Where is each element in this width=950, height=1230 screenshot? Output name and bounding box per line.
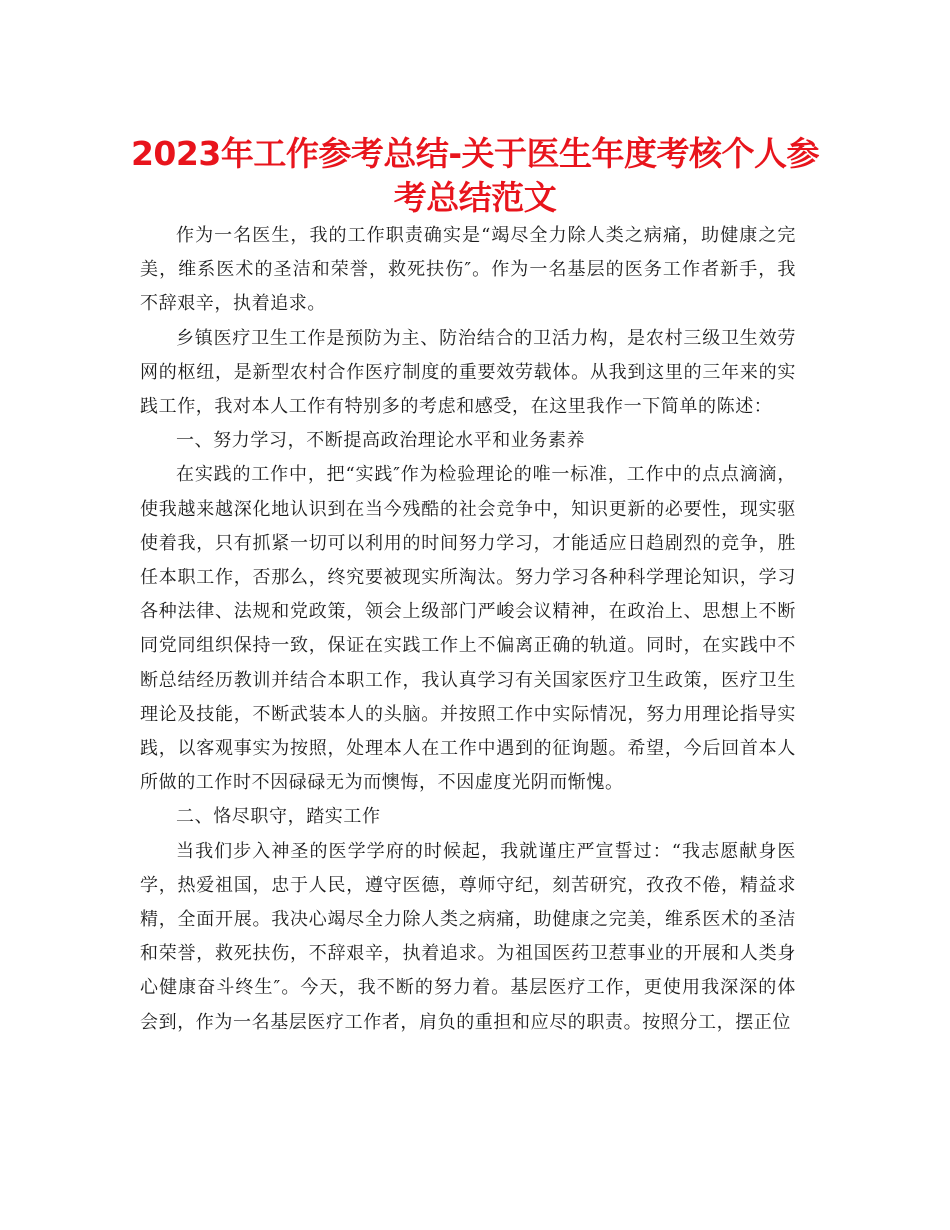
paragraph-study: 在实践的工作中，把“实践″作为检验理论的唯一标准，工作中的点点滴滴，使我越来越深化地认识到在当今残酷的社会竞争中，知识更新的必要性，现实驱使着我，只有抓紧一切可以利用的时间努力学习，才能适应日趋剧烈的竞争，胜任本职工作，否那么，终究要被现实所淘汰。努力学习各种科学理论知识，学习各种法律、法规和党政策，领会上级部门严峻会议精神，在政治上、思想上不断同党同组织保持一致，保证在实践工作上不偏离正确的轨道。同时，在实践中不断总结经历教训并结合本职工作，我认真学习有关国家医疗卫生政策，医疗卫生理论及技能，不断武装本人的头脑。并按照工作中实际情况，努力用理论指导实践，以客观事实为按照，处理本人在工作中遇到的征询题。希望，今后回首本人所做的工作时不因碌碌无为而懊悔，不因虚度光阴而惭愧。 [140,464,796,794]
paragraph-background: 乡镇医疗卫生工作是预防为主、防治结合的卫活力构，是农村三级卫生效劳网的枢纽，是新型农村合作医疗制度的重要效劳载体。从我到这里的三年来的实践工作，我对本人工作有特别多的考虑和感受，在这里我作一下简单的陈述： [140,327,796,418]
section-heading-duty: 二、恪尽职守，踏实工作 [176,806,381,828]
paragraph-intro: 作为一名医生，我的工作职责确实是“竭尽全力除人类之病痛，助健康之完美，维系医术的圣洁和荣誉，救死扶伤″。作为一名基层的医务工作者新手，我不辞艰辛，执着追求。 [140,225,796,315]
section-heading-study: 一、努力学习，不断提高政治理论水平和业务素养 [176,430,586,452]
document-title: 2023年工作参考总结-关于医生年度考核个人参考总结范文 [130,134,820,217]
document-body [140,219,796,1040]
paragraph-duty: 当我们步入神圣的医学学府的时候起，我就谨庄严宣誓过：“我志愿献身医学，热爱祖国，忠于人民，遵守医德，尊师守纪，刻苦研究，孜孜不倦，精益求精，全面开展。我决心竭尽全力除人类之病痛，助健康之完美，维系医术的圣洁和荣誉，救死扶伤，不辞艰辛，执着追求。为祖国医药卫惹事业的开展和人类身心健康奋斗终生″。今天，我不断的努力着。基层医疗工作，更使用我深深的体会到，作为一名基层医疗工作者，肩负的重担和应尽的职责。按照分工，摆正位 [140,840,796,1033]
